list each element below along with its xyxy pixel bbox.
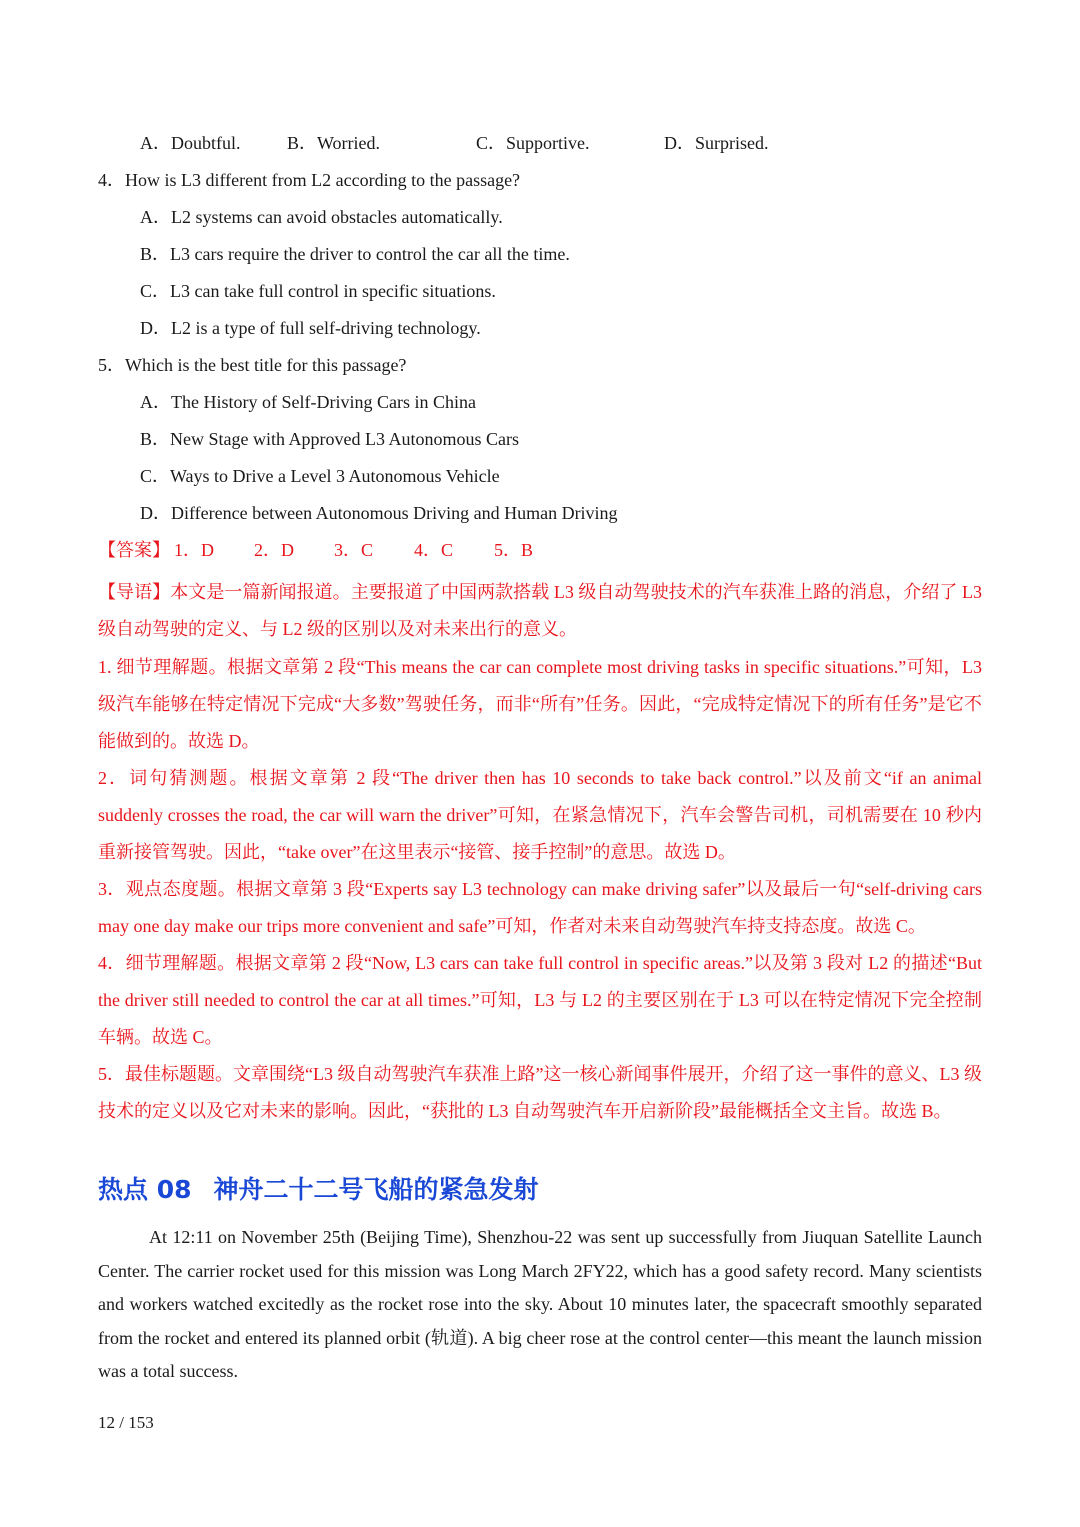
- guide-label: 【导语】: [98, 582, 171, 602]
- guide-text: 本文是一篇新闻报道。主要报道了中国两款搭载 L3 级自动驾驶技术的汽车获准上路的消息，介绍了 L3 级自动驾驶的定义、与 L2 级的区别以及对未来出行的意义。: [98, 582, 983, 639]
- explanation-5: 5．最佳标题题。文章围绕“L3 级自动驾驶汽车获准上路”这一核心新闻事件展开，介绍了这一事件的意义、L3 级技术的定义以及它对未来的影响。因此，“获批的 L3 自动驾驶汽车开启新阶段”最能概括全文主旨。故选 B。: [98, 1064, 982, 1121]
- answer-label: 【答案】: [98, 540, 170, 560]
- q4-option-a: A．L2 systems can avoid obstacles automatically.: [140, 207, 503, 227]
- q5-option-d: D．Difference between Autonomous Driving and Human Driving: [140, 503, 618, 523]
- answer-2: 2．D: [254, 540, 294, 560]
- q5-option-b: B．New Stage with Approved L3 Autonomous Cars: [140, 429, 519, 449]
- page-number: 12 / 153: [98, 1413, 154, 1432]
- q5-option-c: C．Ways to Drive a Level 3 Autonomous Vehicle: [140, 466, 500, 486]
- answer-3: 3．C: [334, 540, 374, 560]
- q3-option-b: B．Worried.: [287, 133, 381, 153]
- q4-option-d: D．L2 is a type of full self-driving technology.: [140, 318, 481, 338]
- answer-key: [0, 538, 1080, 562]
- q4-option-c: C．L3 can take full control in specific situations.: [140, 281, 496, 301]
- q5-option-a: A．The History of Self-Driving Cars in China: [140, 392, 476, 412]
- question-5-stem: 5．Which is the best title for this passage?: [98, 355, 407, 375]
- reading-passage: At 12:11 on November 25th (Beijing Time), Shenzhou-22 was sent up successfully from Jiuquan Satellite Launch Center. The carrier rocket used for this mission was Long March 2FY22, which has a good safety record. Many scientists and workers watched excitedly as the rocket rose into the sky. About 10 minutes later, the spacecraft smoothly separated from the rocket and entered its planned orbit (轨道). A big cheer rose at the control center—this meant the launch mission was a total success.: [98, 1227, 982, 1382]
- answer-1: 1．D: [174, 540, 214, 560]
- explanation-1: 1. 细节理解题。根据文章第 2 段“This means the car can complete most driving tasks in specific situations.”可知，L3 级汽车能够在特定情况下完成“大多数”驾驶任务，而非“所有”任务。因此，“完成特定情况下的所有任务”是它不能做到的。故选 D。: [98, 657, 982, 751]
- answer-5: 5．B: [494, 540, 534, 560]
- section-number: 热点 08: [98, 1175, 192, 1204]
- guide-paragraph: [98, 574, 982, 648]
- section-title: 神舟二十二号飞船的紧急发射: [213, 1175, 539, 1204]
- explanation-3: 3．观点态度题。根据文章第 3 段“Experts say L3 technology can make driving safer”以及最后一句“self-driving cars may one day make our trips more convenient and safe”可知，作者对未来自动驾驶汽车持支持态度。故选 C。: [98, 879, 982, 936]
- q3-option-d: D．Surprised.: [664, 133, 769, 153]
- explanation-2: 2．词句猜测题。根据文章第 2 段“The driver then has 10 seconds to take back control.”以及前文“if an animal suddenly crosses the road, the car will warn the driver”可知，在紧急情况下，汽车会警告司机，司机需要在 10 秒内重新接管驾驶。因此，“take over”在这里表示“接管、接手控制”的意思。故选 D。: [98, 768, 982, 862]
- q3-option-c: C．Supportive.: [476, 133, 590, 153]
- answer-4: 4．C: [414, 540, 454, 560]
- section-heading: [98, 1170, 539, 1206]
- question-4-stem: 4．How is L3 different from L2 according to the passage?: [98, 170, 521, 190]
- q3-options: [0, 131, 1080, 155]
- q3-option-a: A．Doubtful.: [140, 133, 241, 153]
- explanation-4: 4．细节理解题。根据文章第 2 段“Now, L3 cars can take full control in specific areas.”以及第 3 段对 L2 的描述“But the driver still needed to control the car at all times.”可知，L3 与 L2 的主要区别在于 L3 可以在特定情况下完全控制车辆。故选 C。: [98, 953, 982, 1047]
- q4-option-b: B．L3 cars require the driver to control the car all the time.: [140, 244, 570, 264]
